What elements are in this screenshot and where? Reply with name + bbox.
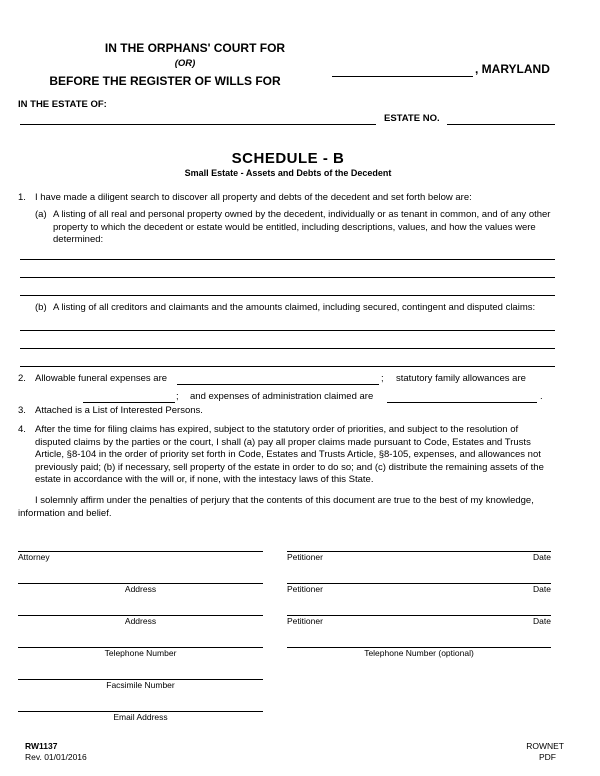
assets-line-1 bbox=[20, 259, 555, 260]
item-2-text: Allowable funeral expenses are bbox=[35, 373, 168, 384]
family-allowances-field[interactable] bbox=[83, 390, 175, 402]
pdf-label: PDF bbox=[539, 752, 556, 762]
claims-line-2 bbox=[20, 348, 555, 349]
telephone-optional-label: Telephone Number (optional) bbox=[364, 648, 474, 658]
item-3-number: 3. bbox=[18, 405, 26, 416]
rownet-label: ROWNET bbox=[526, 741, 564, 751]
claims-line-1 bbox=[20, 330, 555, 331]
family-allowances-line bbox=[83, 402, 175, 403]
estate-of-label: IN THE ESTATE OF: bbox=[18, 99, 107, 110]
funeral-expenses-line bbox=[177, 384, 379, 385]
admin-expenses-field[interactable] bbox=[387, 390, 537, 402]
petitioner-label-3: Petitioner bbox=[287, 616, 323, 626]
item-4-text: After the time for filing claims has expired, subject to the statutory order of priorities, and subject to the resolution of disputed claims by the parties or the court, I shall (a) pay all proper claims made pursuant to Code, Estates and Trusts Article, §8-104 in the order of priority set forth in Code, Estates and Trusts Article, §8-105, expenses, and allowances not previously paid; (b) if necessary, sell property of the estate in order to do so; and (c) distribute the remaining assets of the estate in accordance with the will or, if none, with the intestacy laws of this State. bbox=[35, 424, 544, 485]
maryland-label: , MARYLAND bbox=[475, 62, 550, 76]
item-1a-text: A listing of all real and personal property owned by the decedent, individually or as tenant in common, and of any other property to which the decedent or estate would be entitled, including descriptions, values, and how the values were determined: bbox=[53, 209, 551, 245]
item-1b-label: (b) bbox=[35, 302, 47, 313]
schedule-title: SCHEDULE - B bbox=[231, 150, 345, 167]
revision-date: Rev. 01/01/2016 bbox=[25, 752, 87, 762]
assets-line-2 bbox=[20, 277, 555, 278]
date-label-3: Date bbox=[533, 616, 551, 626]
item-2-number: 2. bbox=[18, 373, 26, 384]
address-label-1: Address bbox=[124, 584, 157, 594]
claims-line-3 bbox=[20, 366, 555, 367]
estate-no-field[interactable] bbox=[447, 111, 555, 123]
email-label: Email Address bbox=[113, 712, 168, 722]
county-field[interactable] bbox=[332, 63, 473, 75]
estate-name-line bbox=[20, 124, 376, 125]
court-line: IN THE ORPHANS' COURT FOR bbox=[104, 41, 286, 55]
attorney-signature-line bbox=[18, 551, 263, 552]
assets-line-3 bbox=[20, 295, 555, 296]
item-1-text: I have made a diligent search to discover all property and debts of the decedent and set forth below are: bbox=[35, 192, 472, 203]
county-line bbox=[332, 76, 473, 77]
estate-no-label: ESTATE NO. bbox=[384, 113, 440, 124]
estate-no-line bbox=[447, 124, 555, 125]
statutory-label: statutory family allowances are bbox=[396, 373, 526, 384]
semicolon-1: ; bbox=[381, 373, 384, 384]
telephone-label: Telephone Number bbox=[104, 648, 177, 658]
estate-name-field[interactable] bbox=[20, 111, 376, 123]
register-line: BEFORE THE REGISTER OF WILLS FOR bbox=[49, 74, 281, 88]
petitioner-label-2: Petitioner bbox=[287, 584, 323, 594]
item-1b-text: A listing of all creditors and claimants and the amounts claimed, including secured, contingent and disputed claims: bbox=[53, 302, 536, 313]
item-1a-label: (a) bbox=[35, 209, 47, 220]
attorney-label: Attorney bbox=[18, 552, 50, 562]
date-label-2: Date bbox=[533, 584, 551, 594]
schedule-subtitle: Small Estate - Assets and Debts of the Decedent bbox=[184, 168, 392, 178]
affirmation-text: I solemnly affirm under the penalties of perjury that the contents of this document are true to the best of my knowledge, information and belief. bbox=[18, 495, 534, 519]
item-1-number: 1. bbox=[18, 192, 26, 203]
date-label-1: Date bbox=[533, 552, 551, 562]
form-number: RW1137 bbox=[25, 741, 58, 751]
admin-expenses-label: and expenses of administration claimed are bbox=[190, 391, 374, 402]
or-text: (OR) bbox=[174, 58, 196, 69]
funeral-expenses-field[interactable] bbox=[177, 372, 379, 384]
admin-expenses-line bbox=[387, 402, 537, 403]
item-4-number: 4. bbox=[18, 424, 26, 435]
petitioner-label-1: Petitioner bbox=[287, 552, 323, 562]
semicolon-2: ; bbox=[176, 391, 179, 402]
item-3-text: Attached is a List of Interested Persons. bbox=[35, 405, 203, 416]
facsimile-label: Facsimile Number bbox=[106, 680, 175, 690]
address-label-2: Address bbox=[124, 616, 157, 626]
period-mark: . bbox=[540, 391, 543, 402]
